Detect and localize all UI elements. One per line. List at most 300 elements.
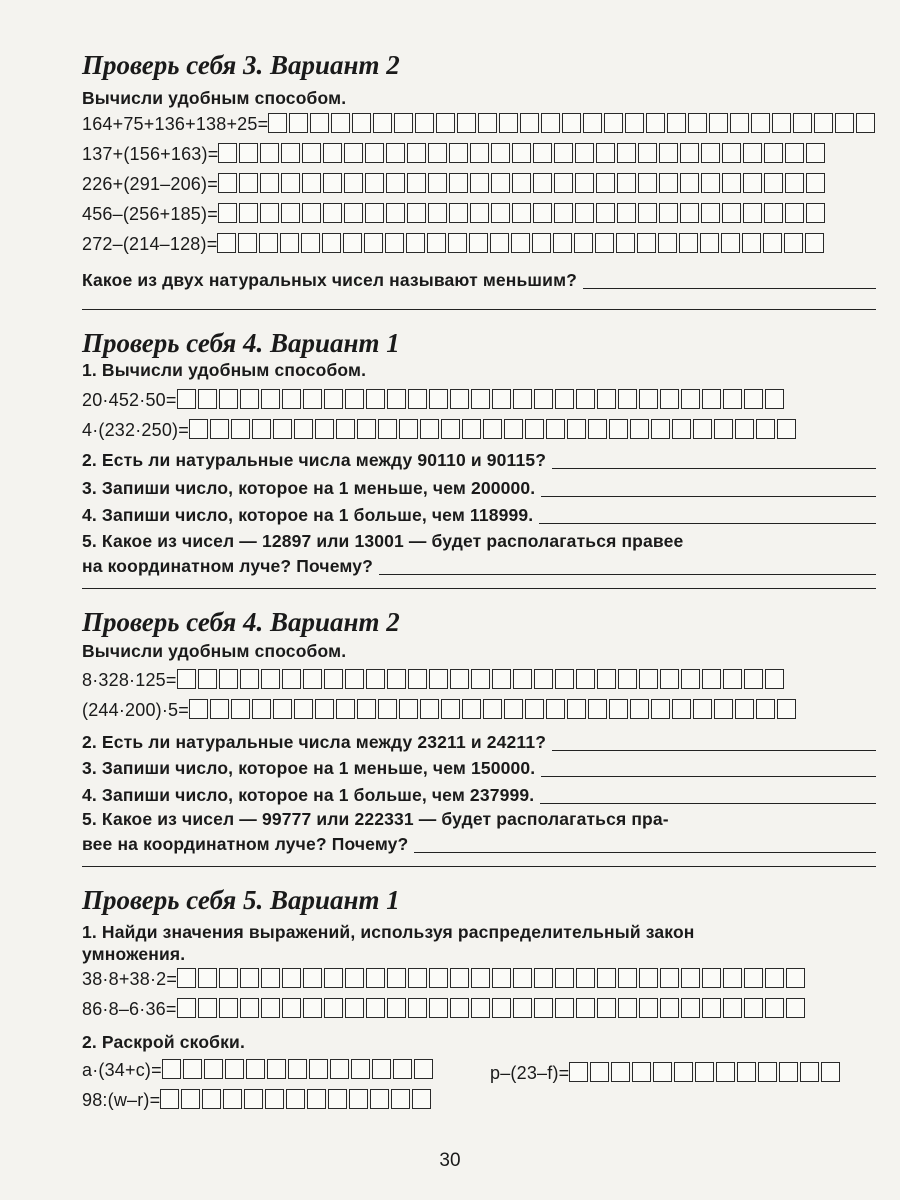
answer-cell[interactable] — [765, 669, 784, 689]
answer-cell[interactable] — [701, 143, 720, 163]
answer-cell[interactable] — [764, 173, 783, 193]
answer-cell[interactable] — [420, 699, 439, 719]
answer-cell[interactable] — [616, 233, 635, 253]
answer-cell[interactable] — [315, 419, 334, 439]
answer-cell[interactable] — [470, 203, 489, 223]
answer-cell[interactable] — [427, 233, 446, 253]
answer-line[interactable] — [541, 480, 876, 497]
answer-cell[interactable] — [701, 203, 720, 223]
answer-cell[interactable] — [618, 389, 637, 409]
answer-cell[interactable] — [470, 173, 489, 193]
answer-cell[interactable] — [702, 998, 721, 1018]
answer-cell[interactable] — [344, 143, 363, 163]
answer-cell[interactable] — [309, 1059, 328, 1079]
answer-cell[interactable] — [344, 203, 363, 223]
answer-cell[interactable] — [420, 419, 439, 439]
answer-cell[interactable] — [806, 173, 825, 193]
answer-cell[interactable] — [737, 1062, 756, 1082]
answer-cell[interactable] — [630, 699, 649, 719]
answer-line[interactable] — [82, 309, 876, 310]
answer-cell[interactable] — [681, 968, 700, 988]
answer-cell[interactable] — [457, 113, 476, 133]
answer-cell[interactable] — [700, 233, 719, 253]
answer-cells[interactable] — [218, 173, 827, 195]
answer-cell[interactable] — [777, 419, 796, 439]
answer-cell[interactable] — [513, 998, 532, 1018]
answer-cell[interactable] — [352, 113, 371, 133]
answer-cell[interactable] — [357, 699, 376, 719]
answer-cell[interactable] — [450, 968, 469, 988]
answer-cell[interactable] — [681, 389, 700, 409]
answer-cell[interactable] — [408, 389, 427, 409]
answer-cell[interactable] — [428, 143, 447, 163]
answer-cell[interactable] — [386, 173, 405, 193]
answer-cell[interactable] — [702, 968, 721, 988]
answer-cell[interactable] — [743, 203, 762, 223]
answer-cell[interactable] — [240, 669, 259, 689]
answer-cell[interactable] — [742, 233, 761, 253]
answer-cell[interactable] — [688, 113, 707, 133]
answer-cell[interactable] — [758, 1062, 777, 1082]
answer-cell[interactable] — [617, 173, 636, 193]
answer-cell[interactable] — [491, 143, 510, 163]
answer-cell[interactable] — [483, 419, 502, 439]
answer-cell[interactable] — [596, 173, 615, 193]
answer-cell[interactable] — [693, 699, 712, 719]
answer-cell[interactable] — [596, 203, 615, 223]
answer-cell[interactable] — [805, 233, 824, 253]
answer-cell[interactable] — [534, 389, 553, 409]
answer-cell[interactable] — [198, 998, 217, 1018]
answer-cell[interactable] — [429, 998, 448, 1018]
answer-cell[interactable] — [722, 173, 741, 193]
answer-cell[interactable] — [239, 143, 258, 163]
answer-cell[interactable] — [218, 143, 237, 163]
answer-cell[interactable] — [429, 389, 448, 409]
answer-cell[interactable] — [302, 173, 321, 193]
answer-cell[interactable] — [273, 419, 292, 439]
answer-cell[interactable] — [735, 699, 754, 719]
answer-cell[interactable] — [637, 233, 656, 253]
answer-cell[interactable] — [331, 113, 350, 133]
answer-cell[interactable] — [328, 1089, 347, 1109]
answer-cell[interactable] — [160, 1089, 179, 1109]
answer-cell[interactable] — [714, 419, 733, 439]
answer-cell[interactable] — [240, 389, 259, 409]
answer-cell[interactable] — [261, 389, 280, 409]
answer-cell[interactable] — [177, 998, 196, 1018]
answer-cell[interactable] — [525, 419, 544, 439]
answer-cell[interactable] — [765, 998, 784, 1018]
answer-cell[interactable] — [617, 143, 636, 163]
answer-cell[interactable] — [301, 233, 320, 253]
answer-cell[interactable] — [743, 143, 762, 163]
answer-cell[interactable] — [441, 699, 460, 719]
answer-cell[interactable] — [814, 113, 833, 133]
answer-cell[interactable] — [716, 1062, 735, 1082]
answer-cell[interactable] — [450, 998, 469, 1018]
answer-cell[interactable] — [785, 143, 804, 163]
answer-cell[interactable] — [357, 419, 376, 439]
answer-cell[interactable] — [723, 389, 742, 409]
answer-cell[interactable] — [343, 233, 362, 253]
answer-cell[interactable] — [639, 968, 658, 988]
answer-cell[interactable] — [387, 968, 406, 988]
answer-cell[interactable] — [638, 173, 657, 193]
answer-cell[interactable] — [618, 968, 637, 988]
answer-cell[interactable] — [240, 998, 259, 1018]
answer-cell[interactable] — [210, 699, 229, 719]
answer-cell[interactable] — [821, 1062, 840, 1082]
answer-cell[interactable] — [408, 968, 427, 988]
answer-cell[interactable] — [303, 968, 322, 988]
answer-cell[interactable] — [554, 203, 573, 223]
answer-cell[interactable] — [218, 173, 237, 193]
answer-cell[interactable] — [546, 419, 565, 439]
answer-cell[interactable] — [785, 173, 804, 193]
answer-cell[interactable] — [576, 669, 595, 689]
answer-cell[interactable] — [680, 143, 699, 163]
answer-cell[interactable] — [672, 419, 691, 439]
answer-cell[interactable] — [681, 669, 700, 689]
answer-line[interactable] — [552, 734, 876, 751]
answer-cell[interactable] — [532, 233, 551, 253]
answer-cell[interactable] — [723, 968, 742, 988]
answer-cell[interactable] — [449, 143, 468, 163]
answer-cell[interactable] — [198, 389, 217, 409]
answer-cell[interactable] — [324, 669, 343, 689]
answer-cell[interactable] — [366, 389, 385, 409]
answer-cell[interactable] — [198, 669, 217, 689]
answer-cell[interactable] — [597, 389, 616, 409]
answer-cell[interactable] — [574, 233, 593, 253]
answer-cell[interactable] — [260, 143, 279, 163]
answer-cell[interactable] — [282, 389, 301, 409]
answer-cell[interactable] — [289, 113, 308, 133]
answer-line[interactable] — [379, 558, 876, 575]
answer-cell[interactable] — [408, 998, 427, 1018]
answer-cell[interactable] — [575, 143, 594, 163]
answer-cell[interactable] — [730, 113, 749, 133]
answer-cell[interactable] — [408, 669, 427, 689]
answer-cell[interactable] — [693, 419, 712, 439]
answer-line[interactable] — [82, 866, 876, 867]
answer-cell[interactable] — [638, 203, 657, 223]
answer-cell[interactable] — [784, 233, 803, 253]
answer-cell[interactable] — [386, 203, 405, 223]
answer-cell[interactable] — [407, 173, 426, 193]
answer-cell[interactable] — [198, 968, 217, 988]
answer-cell[interactable] — [553, 233, 572, 253]
answer-cells[interactable] — [177, 968, 807, 990]
answer-cell[interactable] — [399, 699, 418, 719]
answer-cell[interactable] — [835, 113, 854, 133]
answer-cell[interactable] — [450, 389, 469, 409]
answer-cells[interactable] — [217, 233, 826, 255]
answer-cell[interactable] — [336, 699, 355, 719]
answer-cell[interactable] — [469, 233, 488, 253]
answer-cell[interactable] — [282, 968, 301, 988]
answer-cells[interactable] — [569, 1062, 842, 1084]
answer-cell[interactable] — [219, 389, 238, 409]
answer-cell[interactable] — [365, 143, 384, 163]
answer-cell[interactable] — [225, 1059, 244, 1079]
answer-cell[interactable] — [366, 669, 385, 689]
answer-cell[interactable] — [240, 968, 259, 988]
answer-cell[interactable] — [583, 113, 602, 133]
answer-cell[interactable] — [244, 1089, 263, 1109]
answer-cell[interactable] — [702, 389, 721, 409]
answer-cell[interactable] — [646, 113, 665, 133]
answer-cell[interactable] — [674, 1062, 693, 1082]
answer-cells[interactable] — [177, 669, 786, 691]
answer-cell[interactable] — [303, 389, 322, 409]
answer-cell[interactable] — [630, 419, 649, 439]
answer-cell[interactable] — [714, 699, 733, 719]
answer-cell[interactable] — [286, 1089, 305, 1109]
answer-cell[interactable] — [659, 203, 678, 223]
answer-cell[interactable] — [260, 173, 279, 193]
answer-cell[interactable] — [349, 1089, 368, 1109]
answer-cell[interactable] — [450, 669, 469, 689]
answer-cell[interactable] — [576, 998, 595, 1018]
answer-cell[interactable] — [504, 419, 523, 439]
answer-cell[interactable] — [281, 173, 300, 193]
answer-cell[interactable] — [449, 173, 468, 193]
answer-cell[interactable] — [786, 998, 805, 1018]
answer-cell[interactable] — [680, 173, 699, 193]
answer-cell[interactable] — [562, 113, 581, 133]
answer-cell[interactable] — [268, 113, 287, 133]
answer-cell[interactable] — [744, 669, 763, 689]
answer-cell[interactable] — [231, 699, 250, 719]
answer-cell[interactable] — [302, 203, 321, 223]
answer-cell[interactable] — [462, 699, 481, 719]
answer-cells[interactable] — [268, 113, 877, 135]
answer-cell[interactable] — [394, 113, 413, 133]
answer-cell[interactable] — [611, 1062, 630, 1082]
answer-cell[interactable] — [366, 998, 385, 1018]
answer-cell[interactable] — [793, 113, 812, 133]
answer-cell[interactable] — [387, 669, 406, 689]
answer-cell[interactable] — [387, 998, 406, 1018]
answer-cell[interactable] — [672, 699, 691, 719]
answer-cell[interactable] — [365, 203, 384, 223]
answer-cell[interactable] — [370, 1089, 389, 1109]
answer-cell[interactable] — [324, 968, 343, 988]
answer-cell[interactable] — [596, 143, 615, 163]
answer-cell[interactable] — [373, 113, 392, 133]
answer-cell[interactable] — [217, 233, 236, 253]
answer-cell[interactable] — [281, 143, 300, 163]
answer-cell[interactable] — [763, 233, 782, 253]
answer-cell[interactable] — [177, 669, 196, 689]
answer-cell[interactable] — [555, 389, 574, 409]
answer-cell[interactable] — [177, 389, 196, 409]
answer-cell[interactable] — [372, 1059, 391, 1079]
answer-cell[interactable] — [512, 203, 531, 223]
answer-cell[interactable] — [597, 968, 616, 988]
answer-cells[interactable] — [189, 419, 798, 441]
answer-cell[interactable] — [261, 669, 280, 689]
answer-cell[interactable] — [323, 203, 342, 223]
answer-cell[interactable] — [723, 998, 742, 1018]
answer-cell[interactable] — [660, 389, 679, 409]
answer-cell[interactable] — [534, 669, 553, 689]
answer-cell[interactable] — [267, 1059, 286, 1079]
answer-cell[interactable] — [490, 233, 509, 253]
answer-cell[interactable] — [595, 233, 614, 253]
answer-cells[interactable] — [177, 389, 786, 411]
answer-cell[interactable] — [324, 998, 343, 1018]
answer-cell[interactable] — [252, 419, 271, 439]
answer-cell[interactable] — [765, 968, 784, 988]
answer-cell[interactable] — [709, 113, 728, 133]
answer-cell[interactable] — [659, 143, 678, 163]
answer-cell[interactable] — [588, 419, 607, 439]
answer-cell[interactable] — [315, 699, 334, 719]
answer-cell[interactable] — [638, 143, 657, 163]
answer-cell[interactable] — [721, 233, 740, 253]
answer-cell[interactable] — [618, 998, 637, 1018]
answer-cell[interactable] — [288, 1059, 307, 1079]
answer-cell[interactable] — [407, 203, 426, 223]
answer-line[interactable] — [539, 507, 876, 524]
answer-cell[interactable] — [189, 419, 208, 439]
answer-cell[interactable] — [189, 699, 208, 719]
answer-line[interactable] — [82, 588, 876, 589]
answer-cell[interactable] — [513, 389, 532, 409]
answer-cell[interactable] — [219, 968, 238, 988]
answer-cell[interactable] — [806, 203, 825, 223]
answer-cell[interactable] — [723, 669, 742, 689]
answer-cell[interactable] — [764, 143, 783, 163]
answer-cell[interactable] — [307, 1089, 326, 1109]
answer-cell[interactable] — [756, 419, 775, 439]
answer-cell[interactable] — [576, 968, 595, 988]
answer-cell[interactable] — [303, 669, 322, 689]
answer-cell[interactable] — [387, 389, 406, 409]
answer-cell[interactable] — [680, 203, 699, 223]
answer-cell[interactable] — [239, 203, 258, 223]
answer-cell[interactable] — [856, 113, 875, 133]
answer-cell[interactable] — [777, 699, 796, 719]
answer-cell[interactable] — [751, 113, 770, 133]
answer-cell[interactable] — [428, 173, 447, 193]
answer-cell[interactable] — [204, 1059, 223, 1079]
answer-cell[interactable] — [378, 699, 397, 719]
answer-cell[interactable] — [261, 998, 280, 1018]
answer-cell[interactable] — [202, 1089, 221, 1109]
answer-cell[interactable] — [555, 998, 574, 1018]
answer-cell[interactable] — [393, 1059, 412, 1079]
answer-cell[interactable] — [260, 203, 279, 223]
answer-cell[interactable] — [491, 173, 510, 193]
answer-cell[interactable] — [554, 143, 573, 163]
answer-cell[interactable] — [491, 203, 510, 223]
answer-cell[interactable] — [609, 699, 628, 719]
answer-cells[interactable] — [160, 1089, 433, 1111]
answer-cell[interactable] — [345, 389, 364, 409]
answer-cell[interactable] — [345, 968, 364, 988]
answer-cell[interactable] — [567, 419, 586, 439]
answer-cell[interactable] — [756, 699, 775, 719]
answer-cell[interactable] — [366, 968, 385, 988]
answer-cell[interactable] — [575, 173, 594, 193]
answer-cell[interactable] — [632, 1062, 651, 1082]
answer-cell[interactable] — [554, 173, 573, 193]
answer-cell[interactable] — [391, 1089, 410, 1109]
answer-cell[interactable] — [512, 143, 531, 163]
answer-cell[interactable] — [429, 968, 448, 988]
answer-cell[interactable] — [533, 143, 552, 163]
answer-cells[interactable] — [218, 143, 827, 165]
answer-cell[interactable] — [162, 1059, 181, 1079]
answer-cell[interactable] — [651, 699, 670, 719]
answer-cell[interactable] — [660, 968, 679, 988]
answer-cell[interactable] — [448, 233, 467, 253]
answer-cell[interactable] — [294, 419, 313, 439]
answer-cell[interactable] — [617, 203, 636, 223]
answer-cell[interactable] — [324, 389, 343, 409]
answer-cell[interactable] — [499, 113, 518, 133]
answer-cell[interactable] — [223, 1089, 242, 1109]
answer-cell[interactable] — [569, 1062, 588, 1082]
answer-cell[interactable] — [786, 968, 805, 988]
answer-cell[interactable] — [695, 1062, 714, 1082]
answer-cell[interactable] — [406, 233, 425, 253]
answer-cell[interactable] — [658, 233, 677, 253]
answer-cell[interactable] — [555, 968, 574, 988]
answer-cell[interactable] — [364, 233, 383, 253]
answer-cell[interactable] — [744, 389, 763, 409]
answer-cell[interactable] — [282, 669, 301, 689]
answer-cell[interactable] — [462, 419, 481, 439]
answer-cell[interactable] — [639, 998, 658, 1018]
answer-cell[interactable] — [800, 1062, 819, 1082]
answer-cell[interactable] — [415, 113, 434, 133]
answer-cell[interactable] — [555, 669, 574, 689]
answer-cell[interactable] — [659, 173, 678, 193]
answer-cell[interactable] — [681, 998, 700, 1018]
answer-cell[interactable] — [246, 1059, 265, 1079]
answer-cell[interactable] — [525, 699, 544, 719]
answer-cell[interactable] — [511, 233, 530, 253]
answer-cell[interactable] — [785, 203, 804, 223]
answer-cell[interactable] — [303, 998, 322, 1018]
answer-cell[interactable] — [660, 669, 679, 689]
answer-cell[interactable] — [181, 1089, 200, 1109]
answer-cell[interactable] — [365, 173, 384, 193]
answer-cell[interactable] — [386, 143, 405, 163]
answer-cell[interactable] — [588, 699, 607, 719]
answer-line[interactable] — [540, 787, 876, 804]
answer-cell[interactable] — [779, 1062, 798, 1082]
answer-cells[interactable] — [162, 1059, 435, 1081]
answer-cell[interactable] — [471, 968, 490, 988]
answer-cell[interactable] — [310, 113, 329, 133]
answer-cell[interactable] — [597, 998, 616, 1018]
answer-line[interactable] — [552, 452, 876, 469]
answer-cell[interactable] — [412, 1089, 431, 1109]
answer-cell[interactable] — [492, 669, 511, 689]
answer-line[interactable] — [414, 836, 876, 853]
answer-cell[interactable] — [273, 699, 292, 719]
answer-cell[interactable] — [471, 389, 490, 409]
answer-cell[interactable] — [679, 233, 698, 253]
answer-cell[interactable] — [471, 998, 490, 1018]
answer-cell[interactable] — [345, 669, 364, 689]
